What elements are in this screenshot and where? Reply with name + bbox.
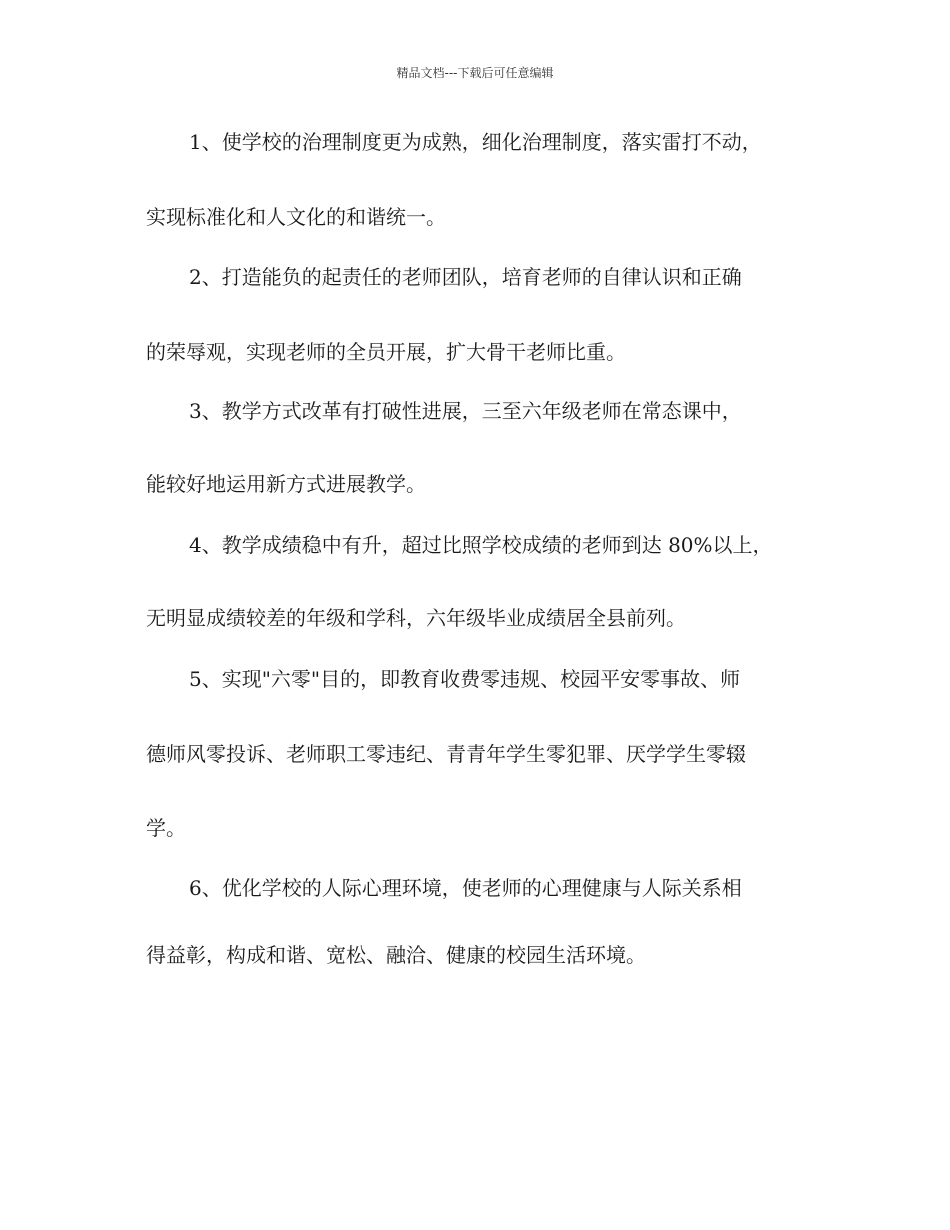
paragraph-5-line-1: 5、实现"六零"目的，即教育收费零违规、校园平安零事故、师 — [189, 667, 741, 691]
paragraph-2-line-2: 的荣辱观，实现老师的全员开展，扩大骨干老师比重。 — [146, 340, 626, 364]
paragraph-3-line-1: 3、教学方式改革有打破性进展，三至六年级老师在常态课中， — [189, 399, 742, 423]
paragraph-5-line-3: 学。 — [146, 816, 186, 840]
paragraph-6-line-2: 得益彰，构成和谐、宽松、融洽、健康的校园生活环境。 — [146, 943, 646, 967]
paragraph-3-line-2: 能较好地运用新方式进展教学。 — [146, 472, 426, 496]
paragraph-1-line-2: 实现标准化和人文化的和谐统一。 — [146, 205, 446, 229]
paragraph-4-line-2: 无明显成绩较差的年级和学科，六年级毕业成绩居全县前列。 — [146, 606, 686, 630]
paragraph-6-line-1: 6、优化学校的人际心理环境，使老师的心理健康与人际关系相 — [189, 876, 742, 900]
paragraph-1-line-1: 1、使学校的治理制度更为成熟，细化治理制度，落实雷打不动， — [189, 130, 762, 154]
paragraph-5-line-2: 德师风零投诉、老师职工零违纪、青青年学生零犯罪、厌学学生零辍 — [146, 742, 746, 766]
paragraph-2-line-1: 2、打造能负的起责任的老师团队，培育老师的自律认识和正确 — [189, 265, 742, 289]
page-header: 精品文档---下载后可任意编辑 — [396, 66, 554, 80]
paragraph-4-line-1: 4、教学成绩稳中有升，超过比照学校成绩的老师到达 80%以上， — [189, 533, 773, 557]
